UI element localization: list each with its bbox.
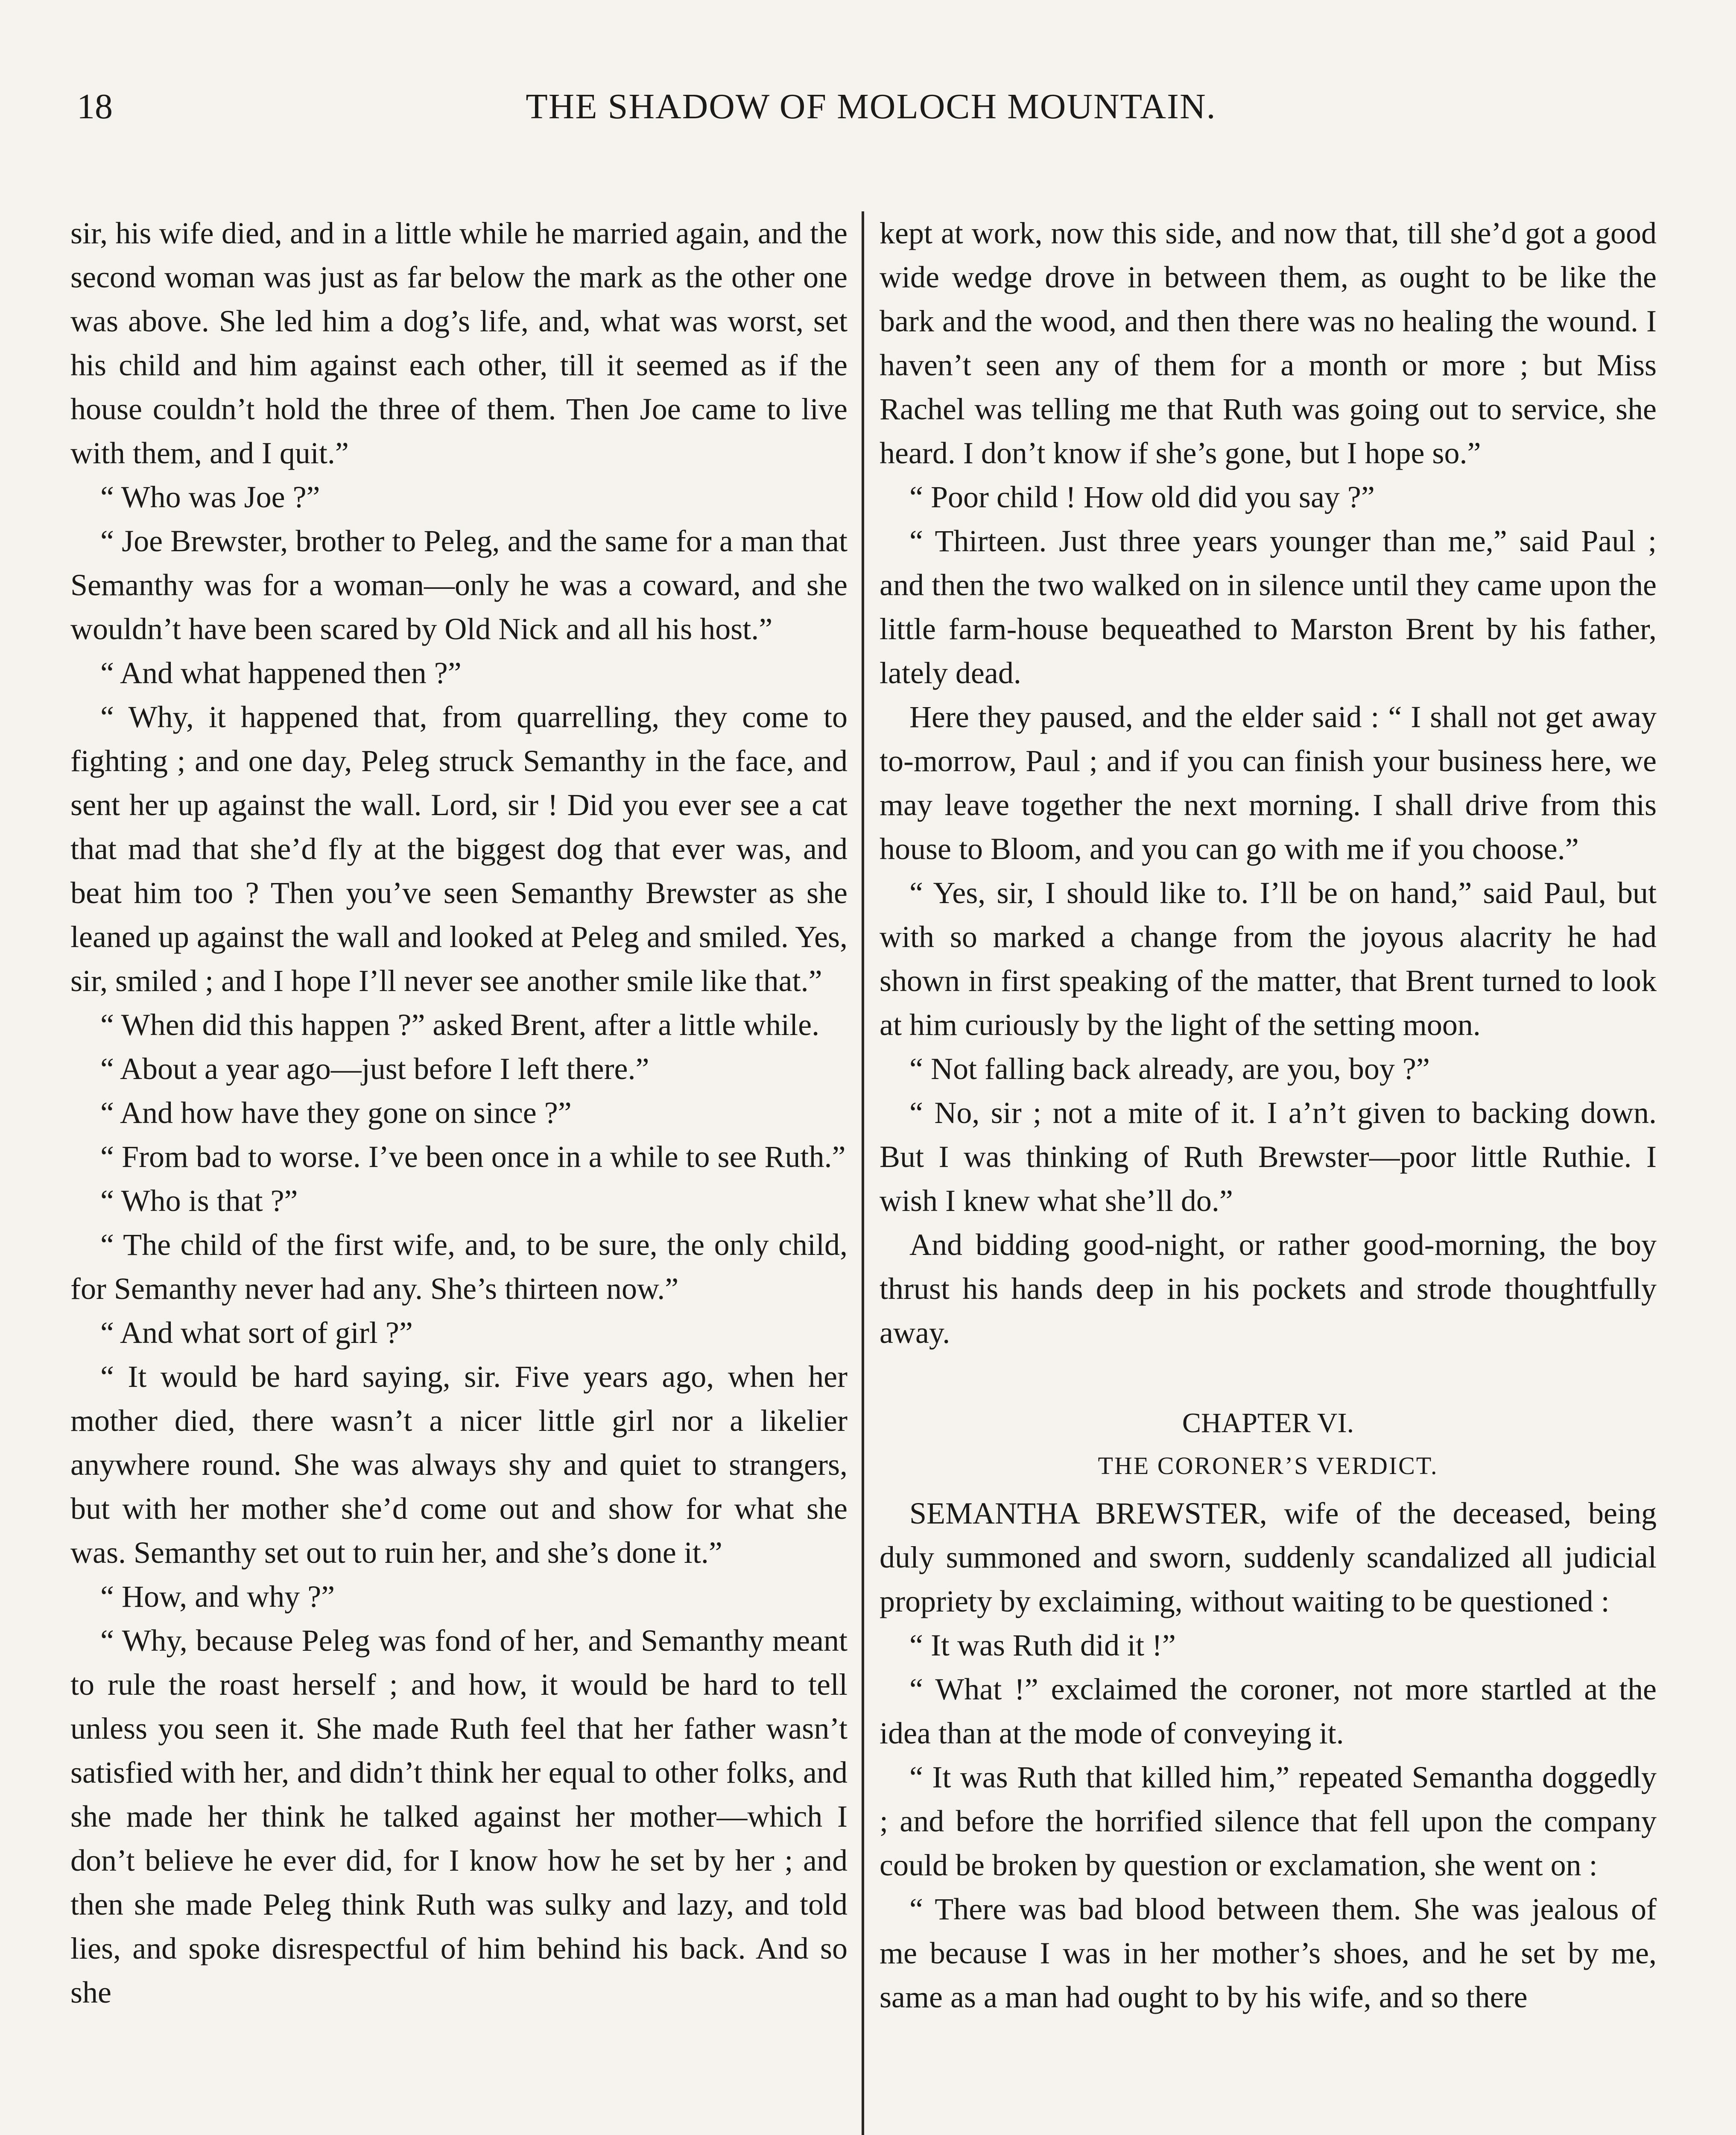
right-column: [880, 211, 1657, 2135]
chapter-spacer: [880, 1355, 1657, 1402]
paragraph: “ Poor child ! How old did you say ?”: [909, 480, 1375, 514]
column-divider: [862, 211, 864, 2135]
paragraph: Here they paused, and the elder said : “ I shall not get away to-morrow, Paul ; and if you can finish your business here, we may leave together the next morning. I shall drive from this house to Bloom, and you can go with me if you choose.”: [880, 700, 1657, 866]
paragraph: “ Joe Brewster, brother to Peleg, and the same for a man that Semanthy was for a woman—only he was a coward, and she wouldn’t have been scared by Old Nick and all his host.”: [70, 524, 848, 646]
page-header: [77, 73, 1665, 141]
text-columns: [70, 211, 1665, 2135]
paragraph: “ When did this happen ?” asked Brent, after a little while.: [100, 1008, 820, 1042]
chapter-title: THE CORONER’S VERDICT.: [1098, 1452, 1438, 1480]
paragraph: “ From bad to worse. I’ve been once in a while to see Ruth.”: [100, 1140, 846, 1174]
paragraph: sir, his wife died, and in a little while he married again, and the second woman was just as far below the mark as the other one was above. She led him a dog’s life, and, what was worst, set his child and him against each other, till it seemed as if the house couldn’t hold the three of them. Then Joe came to live with them, and I quit.”: [70, 216, 848, 470]
running-title: THE SHADOW OF MOLOCH MOUNTAIN.: [526, 87, 1216, 126]
paragraph: “ It would be hard saying, sir. Five years ago, when her mother died, there wasn’t a nicer little girl nor a likelier anywhere round. She was always shy and quiet to strangers, but with her mother she’d come out and show for what she was. Semanthy set out to ruin her, and she’s done it.”: [70, 1360, 848, 1570]
paragraph: “ Who is that ?”: [100, 1184, 298, 1218]
paragraph: “ Who was Joe ?”: [100, 480, 320, 514]
paragraph: SEMANTHA BREWSTER, wife of the deceased, being duly summoned and sworn, suddenly scandalized all judicial propriety by exclaiming, without waiting to be questioned :: [880, 1496, 1657, 1618]
paragraph: “ What !” exclaimed the coroner, not more startled at the idea than at the mode of conveying it.: [880, 1672, 1657, 1750]
paragraph: “ There was bad blood between them. She was jealous of me because I was in her mother’s shoes, and he set by me, same as a man had ought to by his wife, and so there: [880, 1892, 1657, 2014]
paragraph: And bidding good-night, or rather good-morning, the boy thrust his hands deep in his pockets and strode thoughtfully away.: [880, 1228, 1657, 1350]
paragraph: “ How, and why ?”: [100, 1579, 335, 1614]
paragraph: “ And how have they gone on since ?”: [100, 1096, 572, 1130]
paragraph: “ The child of the first wife, and, to be sure, the only child, for Semanthy never had any. She’s thirteen now.”: [70, 1228, 848, 1306]
paragraph: “ Thirteen. Just three years younger than me,” said Paul ; and then the two walked on in silence until they came upon the little farm-house bequeathed to Marston Brent by his father, lately dead.: [880, 524, 1657, 690]
paragraph: “ Why, it happened that, from quarrelling, they come to fighting ; and one day, Peleg struck Semanthy in the face, and sent her up against the wall. Lord, sir ! Did you ever see a cat that mad that she’d fly at the biggest dog that ever was, and beat him too ? Then you’ve seen Semanthy Brewster as she leaned up against the wall and looked at Peleg and smiled. Yes, sir, smiled ; and I hope I’ll never see another smile like that.”: [70, 700, 848, 998]
paragraph: “ About a year ago—just before I left there.”: [100, 1052, 649, 1086]
paragraph: “ No, sir ; not a mite of it. I a’n’t given to backing down. But I was thinking of Ruth Brewster—poor little Ruthie. I wish I knew what she’ll do.”: [880, 1096, 1657, 1218]
paragraph: “ Not falling back already, are you, boy ?”: [909, 1052, 1430, 1086]
left-column: [70, 211, 848, 2135]
paragraph: “ And what sort of girl ?”: [100, 1316, 413, 1350]
paragraph: “ It was Ruth that killed him,” repeated Semantha doggedly ; and before the horrified silence that fell upon the company could be broken by question or exclamation, she went on :: [880, 1760, 1657, 1882]
paragraph: “ Why, because Peleg was fond of her, and Semanthy meant to rule the roast herself ; and how, it would be hard to tell unless you seen it. She made Ruth feel that her father wasn’t satisfied with her, and didn’t think her equal to other folks, and she made her think he talked against her mother—which I don’t believe he ever did, for I know how he set by her ; and then she made Peleg think Ruth was sulky and lazy, and told lies, and spoke disrespectful of him behind his back. And so she: [70, 1623, 848, 2009]
paragraph: “ It was Ruth did it !”: [909, 1628, 1176, 1662]
paragraph: “ Yes, sir, I should like to. I’ll be on hand,” said Paul, but with so marked a change from the joyous alacrity he had shown in first speaking of the matter, that Brent turned to look at him curiously by the light of the setting moon.: [880, 876, 1657, 1042]
paragraph: “ And what happened then ?”: [100, 656, 462, 690]
page-number: 18: [77, 87, 113, 126]
paragraph: kept at work, now this side, and now that, till she’d got a good wide wedge drove in between them, as ought to be like the bark and the wood, and then there was no healing the wound. I haven’t seen any of them for a month or more ; but Miss Rachel was telling me that Ruth was going out to service, she heard. I don’t know if she’s gone, but I hope so.”: [880, 216, 1657, 470]
chapter-number: CHAPTER VI.: [1182, 1407, 1354, 1439]
